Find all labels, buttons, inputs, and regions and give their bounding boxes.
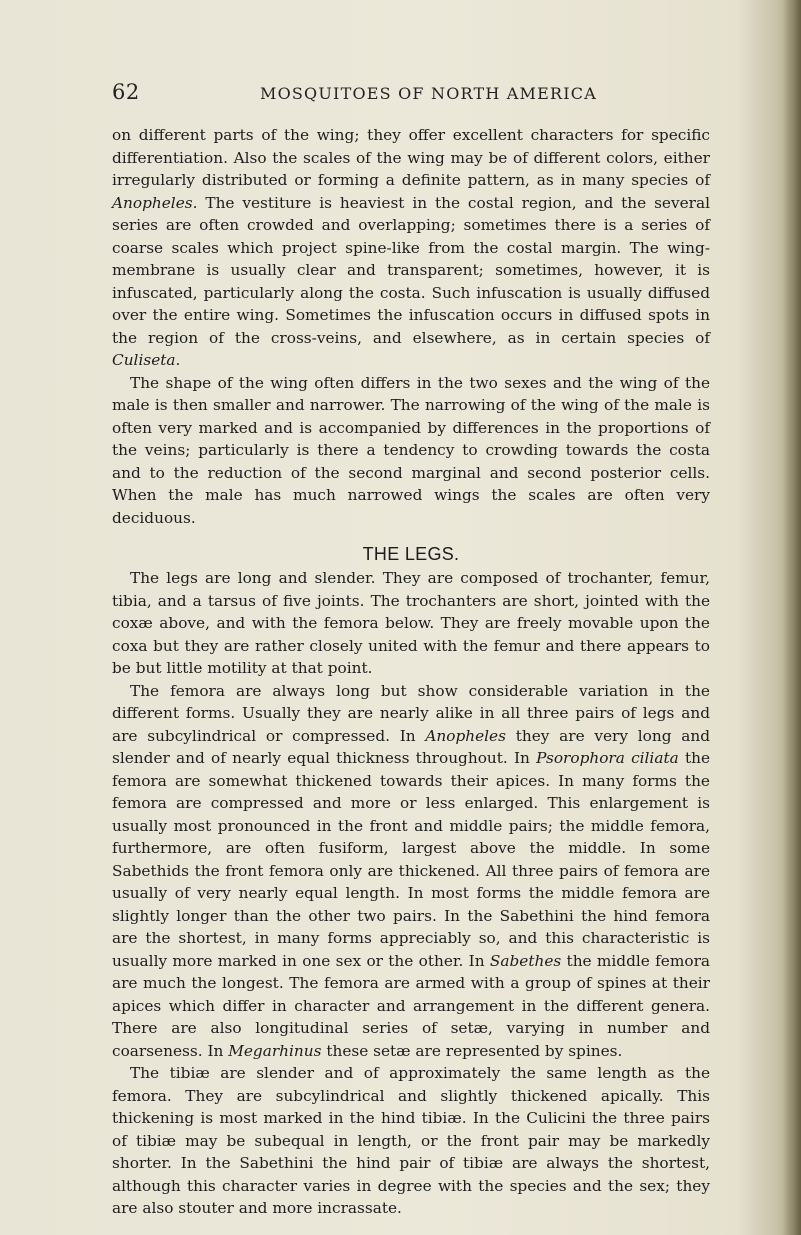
running-title: MOSQUITOES OF NORTH AMERICA	[260, 84, 597, 103]
italic-term: Culiseta.	[112, 351, 181, 369]
text-run: The legs are long and slender. They are composed of trochanter, femur, tibia, and a tarsus of five joints. The trochanters are short, jointed with the coxæ above, and with the femora below. They are freely movable upon the coxa but they are rather closely united with the femur and there appears to be but little motility at that point.	[112, 569, 710, 677]
text-run: the middle femora are much the longest. The femora are armed with a group of spines at their apices which differ in character and arrangement in the different genera. There are also longitudinal series of setæ, varying in number and coarseness. In	[112, 951, 711, 1060]
italic-term: Sabethes	[489, 951, 562, 970]
text-run: the femora are somewhat thickened towards their apices. In many forms the femora are compressed and more or less enlarged. This enlargement is usually most pronounced in the front and middle pairs; the middle femora, furthermore, are often fusiform, largest above the middle. In some Sabethids the front femora only are thickened. All three pairs of femora are usually of very nearly equal length. In most forms the middle femora are slightly longer than the other two pairs. In the Sabethini the hind femora are the shortest, in many forms appreciably so, and this characteristic is usually more marked in one sex or the other. In	[112, 749, 710, 970]
italic-term: Megarhinus	[228, 1041, 322, 1060]
paragraph	[112, 1062, 710, 1220]
text-run: these setæ are represented by spines.	[321, 1041, 623, 1060]
text-run: The shape of the wing often differs in the two sexes and the wing of the male is then smaller and narrower. The narrowing of the wing of the male is often very marked and is accompanied by differences in the proportions of the veins; particularly is there a tendency to crowding towards the costa and to the reduction of the second marginal and second posterior cells. When the male has much narrowed wings the scales are often very deciduous.	[112, 373, 710, 527]
italic-term: Anopheles.	[112, 193, 198, 212]
paragraph	[112, 567, 710, 680]
text-run: on different parts of the wing; they offer excellent characters for specific differentiation. Also the scales of the wing may be of different colors, either irregularly distributed or forming a definite pattern, as in many species of	[112, 126, 710, 189]
italic-term: Anopheles	[425, 726, 506, 745]
text-run: they are very long and slender and of nearly equal thickness throughout. In	[112, 726, 710, 767]
paragraph	[112, 680, 710, 1063]
page-header	[112, 80, 712, 106]
text-run: The vestiture is heaviest in the costal region, and the several series are often crowded and overlapping; sometimes there is a series of coarse scales which project spine-like from the costal margin. The wing-membrane is usually clear and transparent; sometimes, however, it is infuscated, particularly along the costa. Such infuscation is usually diffused over the entire wing. Sometimes the infuscation occurs in diffused spots in the region of the cross-veins, and elsewhere, as in certain species of	[112, 193, 710, 347]
section-heading: THE LEGS.	[362, 544, 460, 564]
text-run: The tibiæ are slender and of approximately the same length as the femora. They are subcylindrical and slightly thickened apically. This thickening is most marked in the hind tibiæ. In the Culicini the three pairs of tibiæ may be subequal in length, or the front pair may be markedly shorter. In the Sabethini the hind pair of tibiæ are always the shortest, although this character varies in degree with the species and the sex; they are also stouter and more incrassate.	[112, 1064, 710, 1217]
paragraph	[112, 372, 710, 530]
italic-term: Psorophora ciliata	[536, 749, 679, 767]
body-text	[112, 124, 710, 1220]
text-run: The femora are always long but show considerable variation in the different forms. Usually they are nearly alike in all three pairs of legs and are subcylindrical or compressed. In	[112, 681, 710, 745]
page-edge-shadow	[783, 0, 801, 1235]
page-number: 62	[112, 80, 140, 104]
paragraph	[112, 124, 710, 372]
